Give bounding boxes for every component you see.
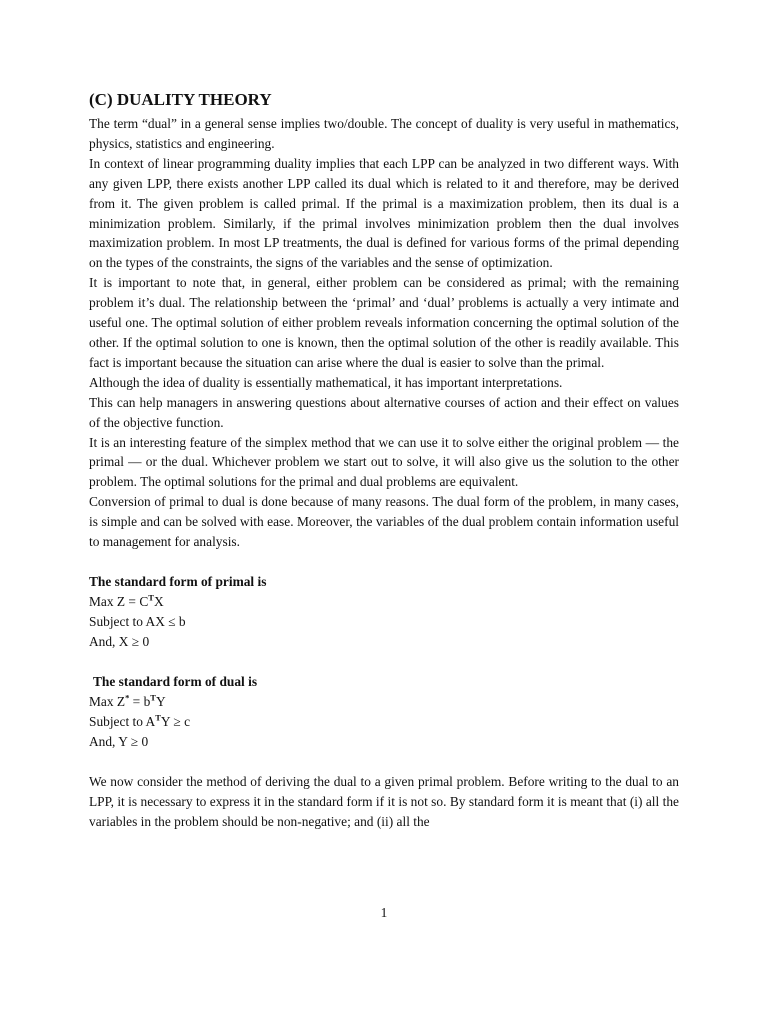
dual-objective: Max $Z^* = b^TY$ bbox=[89, 692, 166, 709]
dual-heading: The standard form of dual is bbox=[93, 673, 258, 689]
paragraph-simplex-feature: It is an interesting feature of the simplex method that we can use it to solve either the original problem — the primal — or the dual. Whichever problem we start out to solve, it will also give us the solution to the other problem. The optimal solutions for the primal and dual problems are equivalent. bbox=[89, 434, 679, 490]
paragraph-dual-meaning: The term “dual” in a general sense implies two/double. The concept of duality is very useful in mathematics, physics, statistics and engineering. bbox=[89, 116, 679, 151]
paragraph-interpretations: Although the idea of duality is essentially mathematical, it has important interpretations. bbox=[89, 374, 563, 390]
paragraph-deriving-dual: We now consider the method of deriving the dual to a given primal problem. Before writing to the dual to an LPP, it is necessary to express it in the standard form if it is not so. By standard form it is meant that (i) all the variables in the problem should be non-negative; and (ii) all the bbox=[89, 773, 679, 829]
paragraph-managers: This can help managers in answering questions about alternative courses of action and their effect on values of the objective function. bbox=[89, 394, 679, 430]
primal-constraint: Subject to AX ≤ b bbox=[89, 613, 186, 629]
page-number: 1 bbox=[380, 905, 388, 920]
primal-heading: The standard form of primal is bbox=[89, 573, 267, 589]
paragraph-primal-dual-relationship: It is important to note that, in general, either problem can be considered as primal; with the remaining problem it’s dual. The relationship between the ‘primal’ and ‘dual’ problems is actually a very intimate and useful one. The optimal solution of either problem reveals information concerning the optimal solution of the other. If the optimal solution to one is known, then the optimal solution of the other is readily available. This fact is important because the situation can arise where the dual is easier to solve than the primal. bbox=[89, 275, 679, 370]
section-title: (C) DUALITY THEORY bbox=[89, 90, 272, 109]
dual-nonnegativity: And, Y ≥ 0 bbox=[89, 733, 149, 749]
document-page bbox=[89, 88, 679, 832]
paragraph-conversion: Conversion of primal to dual is done because of many reasons. The dual form of the problem, in many cases, is simple and can be solved with ease. Moreover, the variables of the dual problem contain information useful to management for analysis. bbox=[89, 494, 679, 550]
paragraph-lpp-duality: In context of linear programming duality implies that each LPP can be analyzed in two different ways. With any given LPP, there exists another LPP called its dual which is related to it and therefore, may be derived from it. The given problem is called primal. If the primal is a maximization problem, then its dual is a minimization problem. Similarly, if the primal involves minimization problem then the dual involves maximization problem. In most LP treatments, the dual is defined for various forms of the primal depending on the types of the constraints, the signs of the variables and the sense of optimization. bbox=[89, 155, 679, 271]
primal-nonnegativity: And, X ≥ 0 bbox=[89, 633, 150, 649]
primal-objective: Max $Z = C^TX$ bbox=[89, 592, 164, 609]
dual-constraint: Subject to $A^TY \ge c$ bbox=[89, 712, 191, 729]
